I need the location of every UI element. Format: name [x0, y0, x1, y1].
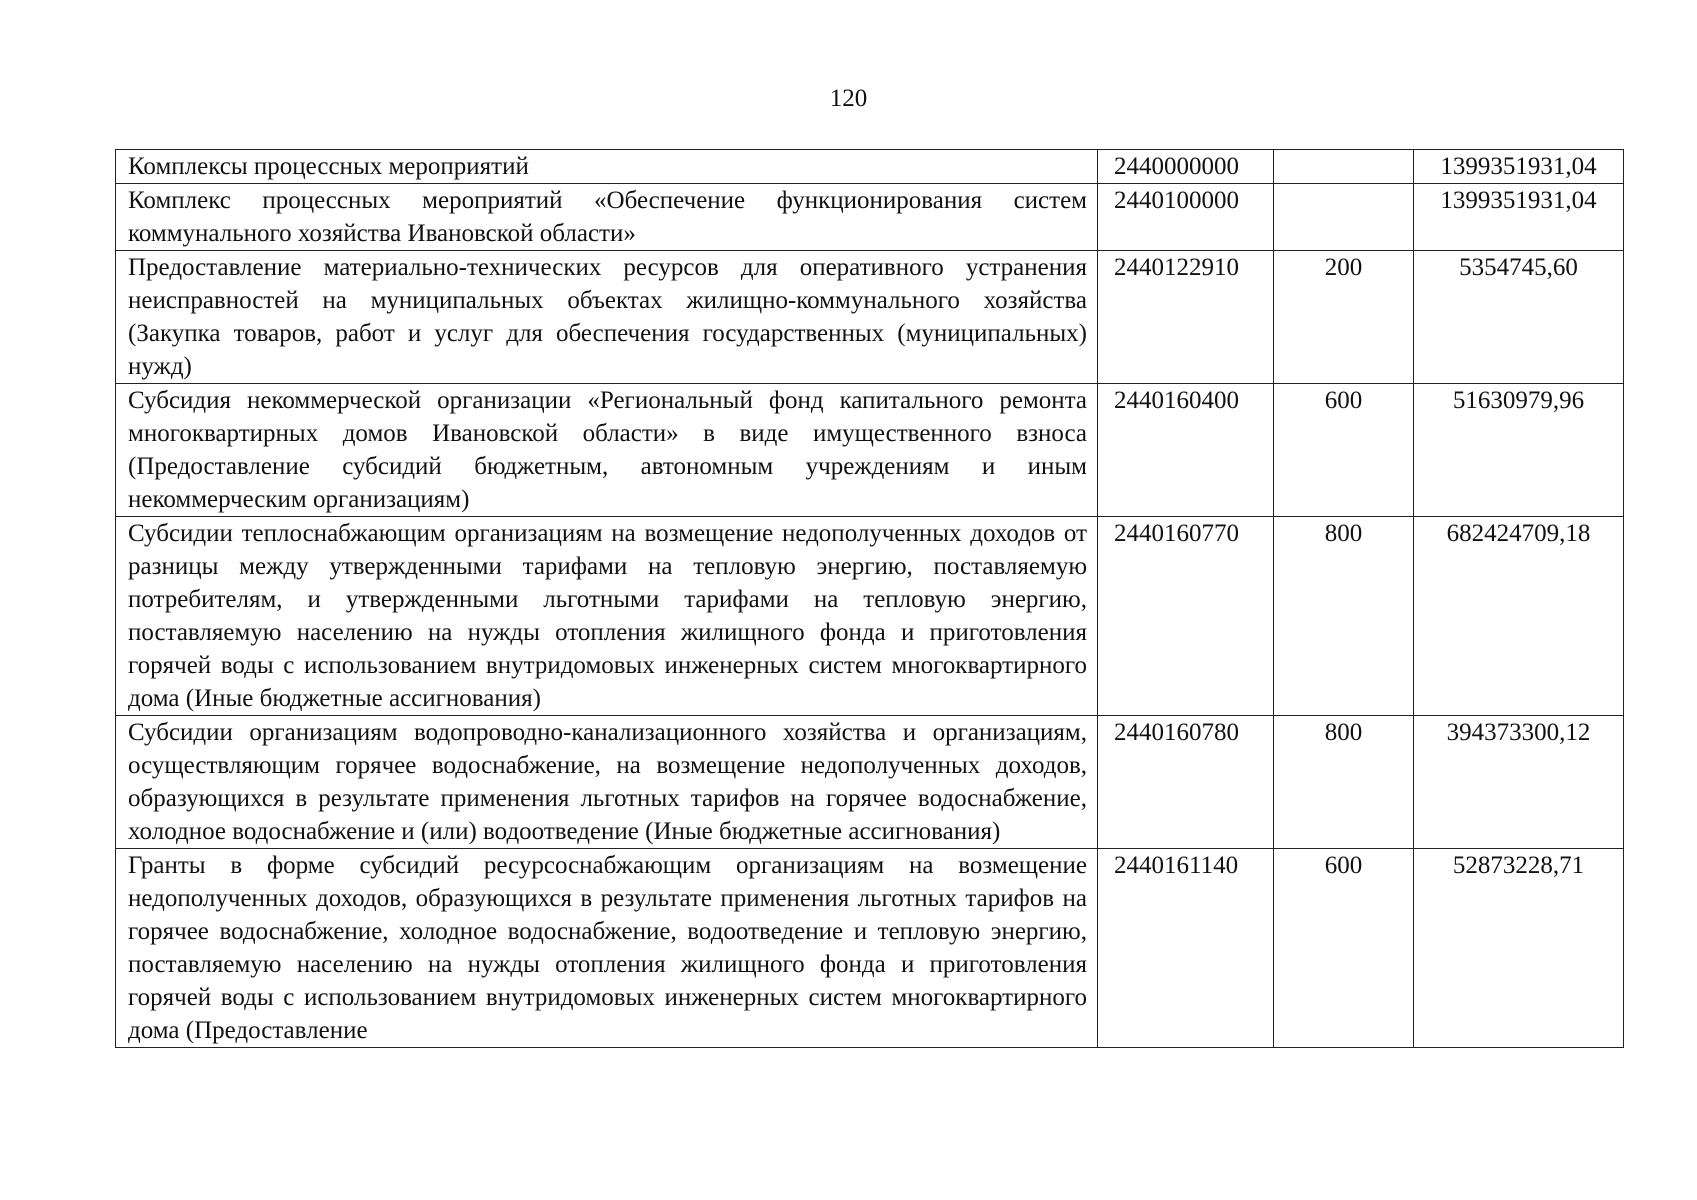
item-name-cell: Субсидии организациям водопроводно-канализационного хозяйства и организациям, осуществляющим горячее водоснабжение, на возмещение недополученных доходов, образующихся в результате применения льготных тарифов на горячее водоснабжение, холодное водоснабжение и (или) водоотведение (Иные бюджетные ассигнования) — [116, 716, 1098, 849]
amount-cell: 5354745,60 — [1414, 251, 1624, 384]
target-code-cell: 2440122910 — [1098, 251, 1274, 384]
amount-cell: 52873228,71 — [1414, 849, 1624, 1048]
item-name-cell: Комплекс процессных мероприятий «Обеспечение функционирования систем коммунального хозяйства Ивановской области» — [116, 184, 1098, 251]
amount-cell: 1399351931,04 — [1414, 150, 1624, 184]
expense-type-cell — [1274, 150, 1414, 184]
item-name-cell: Комплексы процессных мероприятий — [116, 150, 1098, 184]
expense-type-cell: 600 — [1274, 849, 1414, 1048]
target-code-cell: 2440160400 — [1098, 384, 1274, 517]
amount-cell: 1399351931,04 — [1414, 184, 1624, 251]
page-number: 120 — [829, 85, 868, 112]
item-name-cell: Субсидия некоммерческой организации «Региональный фонд капитального ремонта многоквартирных домов Ивановской области» в виде имущественного взноса (Предоставление субсидий бюджетным, автономным учреждениям и иным некоммерческим организациям) — [116, 384, 1098, 517]
table-row — [116, 384, 1624, 517]
target-code-cell: 2440161140 — [1098, 849, 1274, 1048]
item-name-cell: Гранты в форме субсидий ресурсоснабжающим организациям на возмещение недополученных доходов, образующихся в результате применения льготных тарифов на горячее водоснабжение, холодное водоснабжение, водоотведение и тепловую энергию, поставляемую населению на нужды отопления жилищного фонда и приготовления горячей воды с использованием внутридомовых инженерных систем многоквартирного дома (Предоставление — [116, 849, 1098, 1048]
table-row — [116, 849, 1624, 1048]
item-name-cell: Предоставление материально-технических ресурсов для оперативного устранения неисправностей на муниципальных объектах жилищно-коммунального хозяйства (Закупка товаров, работ и услуг для обеспечения государственных (муниципальных) нужд) — [116, 251, 1098, 384]
expense-type-cell: 200 — [1274, 251, 1414, 384]
item-name-cell: Субсидии теплоснабжающим организациям на возмещение недополученных доходов от разницы между утвержденными тарифами на тепловую энергию, поставляемую потребителям, и утвержденными льготными тарифами на тепловую энергию, поставляемую населению на нужды отопления жилищного фонда и приготовления горячей воды с использованием внутридомовых инженерных систем многоквартирного дома (Иные бюджетные ассигнования) — [116, 517, 1098, 716]
target-code-cell: 2440160770 — [1098, 517, 1274, 716]
target-code-cell: 2440100000 — [1098, 184, 1274, 251]
amount-cell: 51630979,96 — [1414, 384, 1624, 517]
budget-table — [115, 149, 1624, 1048]
expense-type-cell: 800 — [1274, 716, 1414, 849]
target-code-cell: 2440000000 — [1098, 150, 1274, 184]
table-row — [116, 184, 1624, 251]
table-row — [116, 517, 1624, 716]
amount-cell: 394373300,12 — [1414, 716, 1624, 849]
target-code-cell: 2440160780 — [1098, 716, 1274, 849]
expense-type-cell: 600 — [1274, 384, 1414, 517]
amount-cell: 682424709,18 — [1414, 517, 1624, 716]
table-row — [116, 251, 1624, 384]
expense-type-cell: 800 — [1274, 517, 1414, 716]
expense-type-cell — [1274, 184, 1414, 251]
table-row — [116, 716, 1624, 849]
table-row — [116, 150, 1624, 184]
